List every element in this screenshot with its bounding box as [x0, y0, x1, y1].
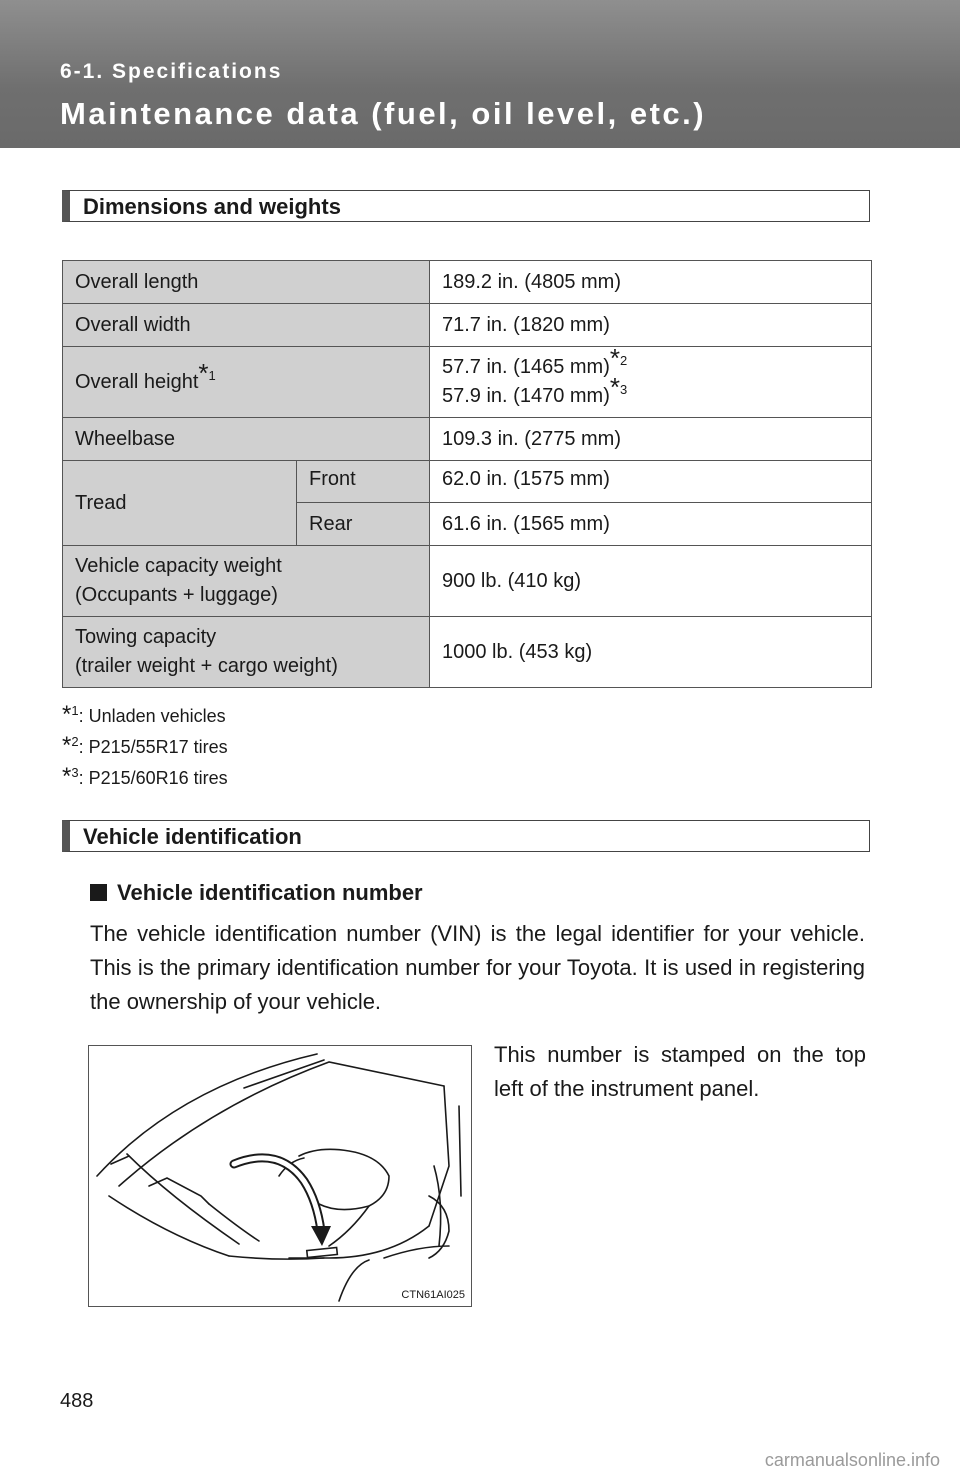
towing-value: 1000 lb. (453 kg) [430, 617, 872, 688]
table-row [63, 461, 872, 503]
windshield-illustration [88, 1045, 472, 1307]
footnote-text: : P215/55R17 tires [78, 737, 228, 757]
page-title: Maintenance data (fuel, oil level, etc.) [60, 96, 707, 131]
watermark: carmanualsonline.info [764, 1450, 940, 1470]
square-bullet-icon [90, 884, 107, 901]
asterisk-icon: * [198, 357, 209, 388]
footnote-number: 1 [71, 703, 79, 718]
footnote-ref: 1 [208, 367, 216, 383]
vin-subheading [90, 880, 423, 906]
table-row [63, 304, 872, 347]
wheelbase-value: 109.3 in. (2775 mm) [430, 418, 872, 461]
wheelbase-label: Wheelbase [63, 418, 430, 461]
asterisk-icon: * [62, 701, 72, 728]
overall-width-value: 71.7 in. (1820 mm) [430, 304, 872, 347]
dimensions-heading-bar [62, 190, 870, 222]
footnote-item [62, 762, 228, 793]
towing-label-2: (trailer weight + cargo weight) [75, 655, 338, 677]
table-row [63, 261, 872, 304]
overall-width-label: Overall width [63, 304, 430, 347]
footnotes [62, 700, 228, 793]
capacity-label-2: (Occupants + luggage) [75, 584, 278, 606]
capacity-value: 900 lb. (410 kg) [430, 546, 872, 617]
tread-rear-value: 61.6 in. (1565 mm) [430, 503, 872, 546]
table-row [63, 418, 872, 461]
overall-height-value-2: 57.9 in. (1470 mm) [442, 385, 610, 407]
overall-height-value-1: 57.7 in. (1465 mm) [442, 356, 610, 378]
footnote-ref: 3 [619, 382, 628, 398]
table-row [63, 617, 872, 688]
footnote-item [62, 731, 228, 762]
illustration-code: CTN61AI025 [401, 1289, 465, 1301]
asterisk-icon: * [62, 763, 72, 790]
section-label: 6-1. Specifications [60, 60, 283, 83]
asterisk-icon: * [609, 343, 620, 374]
overall-height-label: Overall height [75, 370, 199, 393]
overall-height-value-cell [430, 343, 872, 418]
footnote-ref: 2 [619, 353, 628, 369]
overall-length-label: Overall length [63, 261, 430, 304]
footnote-item [62, 700, 228, 731]
vin-subheading-text: Vehicle identification number [117, 880, 423, 905]
overall-height-label-cell [63, 347, 430, 418]
tread-front-label: Front [297, 461, 430, 503]
footnote-number: 2 [71, 734, 79, 749]
towing-label-cell [63, 617, 430, 688]
capacity-label-cell [63, 546, 430, 617]
tread-rear-label: Rear [297, 503, 430, 546]
towing-label-1: Towing capacity [75, 626, 217, 648]
capacity-label-1: Vehicle capacity weight [75, 555, 282, 577]
windshield-drawing [89, 1046, 471, 1306]
asterisk-icon: * [62, 732, 72, 759]
footnote-text: : Unladen vehicles [78, 706, 226, 726]
tread-front-value: 62.0 in. (1575 mm) [430, 461, 872, 503]
page-number: 488 [60, 1390, 94, 1412]
vehicle-id-heading-bar [62, 820, 870, 852]
dimensions-heading: Dimensions and weights [83, 194, 341, 219]
vin-paragraph: The vehicle identification number (VIN) is the legal identifier for your vehicle. This is the primary identification number for your Toyota. It is used in registering the ownership of your vehicle. [90, 921, 865, 1014]
table-row [63, 347, 872, 418]
table-row [63, 546, 872, 617]
tread-label: Tread [63, 461, 297, 546]
vehicle-id-heading: Vehicle identification [83, 824, 302, 849]
overall-length-value: 189.2 in. (4805 mm) [430, 261, 872, 304]
asterisk-icon: * [609, 372, 620, 403]
footnote-number: 3 [71, 765, 79, 780]
vin-location-text: This number is stamped on the top left of the instrument panel. [494, 1042, 866, 1101]
dimensions-table [62, 260, 872, 688]
footnote-text: : P215/60R16 tires [78, 768, 228, 788]
